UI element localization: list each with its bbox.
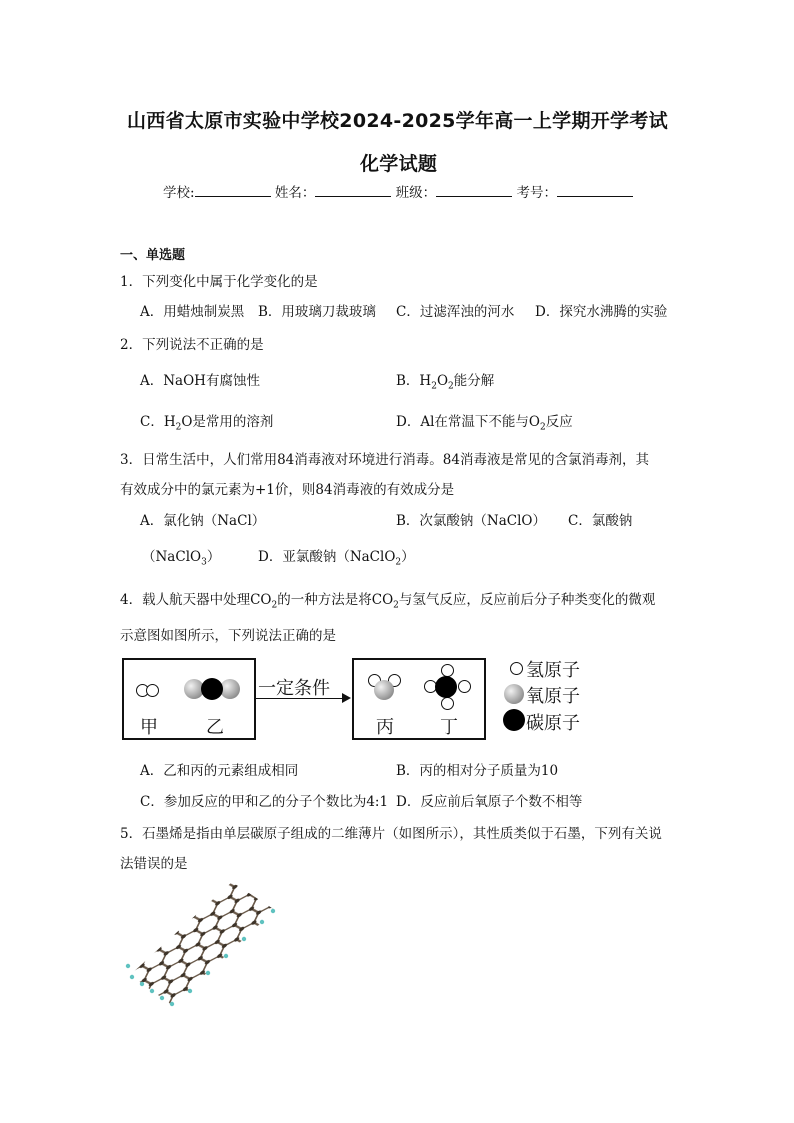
oxygen-atom-icon <box>220 679 240 699</box>
products-box <box>352 658 486 740</box>
q1-stem: 1．下列变化中属于化学变化的是 <box>120 274 318 290</box>
section-label: 一、单选题 <box>120 248 186 263</box>
q4-option-d[interactable]: D．反应前后氧原子个数不相等 <box>396 794 583 810</box>
q1-option-c[interactable]: C．过滤浑浊的河水 <box>396 304 515 320</box>
label-bing: 丙 <box>376 717 394 738</box>
q3-option-c[interactable]: C．氯酸钠 <box>568 513 633 529</box>
reaction-diagram <box>120 656 600 742</box>
oxygen-atom-icon <box>374 680 394 700</box>
legend-hydrogen-icon <box>510 662 523 675</box>
school-field[interactable]: 学校: <box>163 181 271 201</box>
q3-option-c-formula: （NaClO$_3$） <box>142 549 221 568</box>
hydrogen-atom-icon <box>441 697 454 710</box>
q4-option-c[interactable]: C．参加反应的甲和乙的分子个数比为4:1 <box>140 794 389 810</box>
exam-number-field[interactable]: 考号： <box>516 181 633 201</box>
q4-option-b[interactable]: B．丙的相对分子质量为10 <box>396 763 559 779</box>
q3-option-b[interactable]: B．次氯酸钠（NaClO） <box>396 513 546 529</box>
q5-stem-line2: 法错误的是 <box>120 856 188 872</box>
info-fields <box>163 181 633 201</box>
q3-stem-line1: 3．日常生活中，人们常用84消毒液对环境进行消毒。84消毒液是常见的含氯消毒剂，其 <box>120 452 649 468</box>
q2-option-d[interactable]: D．Al在常温下不能与$O_2$反应 <box>396 414 573 433</box>
name-field[interactable]: 姓名： <box>275 181 392 201</box>
graphene-lattice-image <box>120 880 280 1010</box>
q3-option-a[interactable]: A．氯化钠（NaCl） <box>140 513 266 529</box>
q5-stem-line1: 5．石墨烯是指由单层碳原子组成的二维薄片（如图所示），其性质类似于石墨，下列有关说 <box>120 826 662 842</box>
legend-hydrogen: 氢原子 <box>526 660 580 681</box>
q2-stem: 2．下列说法不正确的是 <box>120 337 264 353</box>
arrow-head-icon <box>342 693 351 703</box>
label-yi: 乙 <box>206 717 224 738</box>
class-field[interactable]: 班级： <box>396 181 513 201</box>
q4-option-a[interactable]: A．乙和丙的元素组成相同 <box>140 763 299 779</box>
q2-option-b[interactable]: B．$H_2O_2$能分解 <box>396 373 495 392</box>
legend-carbon-icon <box>503 709 525 731</box>
page-title: 山西省太原市实验中学校2024-2025学年高一上学期开学考试 <box>127 110 668 132</box>
q4-stem-line2: 示意图如图所示，下列说法正确的是 <box>120 628 336 644</box>
q1-option-b[interactable]: B．用玻璃刀裁玻璃 <box>258 304 376 320</box>
q1-option-a[interactable]: A．用蜡烛制炭黑 <box>140 304 245 320</box>
q3-stem-line2: 有效成分中的氯元素为+1价，则84消毒液的有效成分是 <box>120 482 455 498</box>
label-ding: 丁 <box>440 717 458 738</box>
q4-stem-line1: 4．载人航天器中处理$CO_2$的一种方法是将$CO_2$与氢气反应，反应前后分子种类变化的微观 <box>120 592 656 611</box>
q3-option-d[interactable]: D．亚氯酸钠（NaClO$_2$） <box>258 549 415 568</box>
carbon-atom-icon <box>435 676 457 698</box>
reaction-condition: 一定条件 <box>258 678 330 699</box>
q2-option-c[interactable]: C．$H_2O$是常用的溶剂 <box>140 414 274 433</box>
hydrogen-atom-icon <box>458 680 471 693</box>
reactants-box <box>122 658 256 740</box>
hydrogen-atom-icon <box>146 684 159 697</box>
legend-carbon: 碳原子 <box>526 713 580 734</box>
legend-oxygen: 氧原子 <box>526 686 580 707</box>
q2-option-a[interactable]: A．NaOH有腐蚀性 <box>140 373 260 389</box>
label-jia: 甲 <box>140 717 158 738</box>
hydrogen-atom-icon <box>441 664 454 677</box>
legend-oxygen-icon <box>504 684 524 704</box>
page-subtitle: 化学试题 <box>360 153 438 175</box>
q1-option-d[interactable]: D．探究水沸腾的实验 <box>535 304 668 320</box>
carbon-atom-icon <box>201 678 223 700</box>
arrow-line <box>254 698 344 699</box>
